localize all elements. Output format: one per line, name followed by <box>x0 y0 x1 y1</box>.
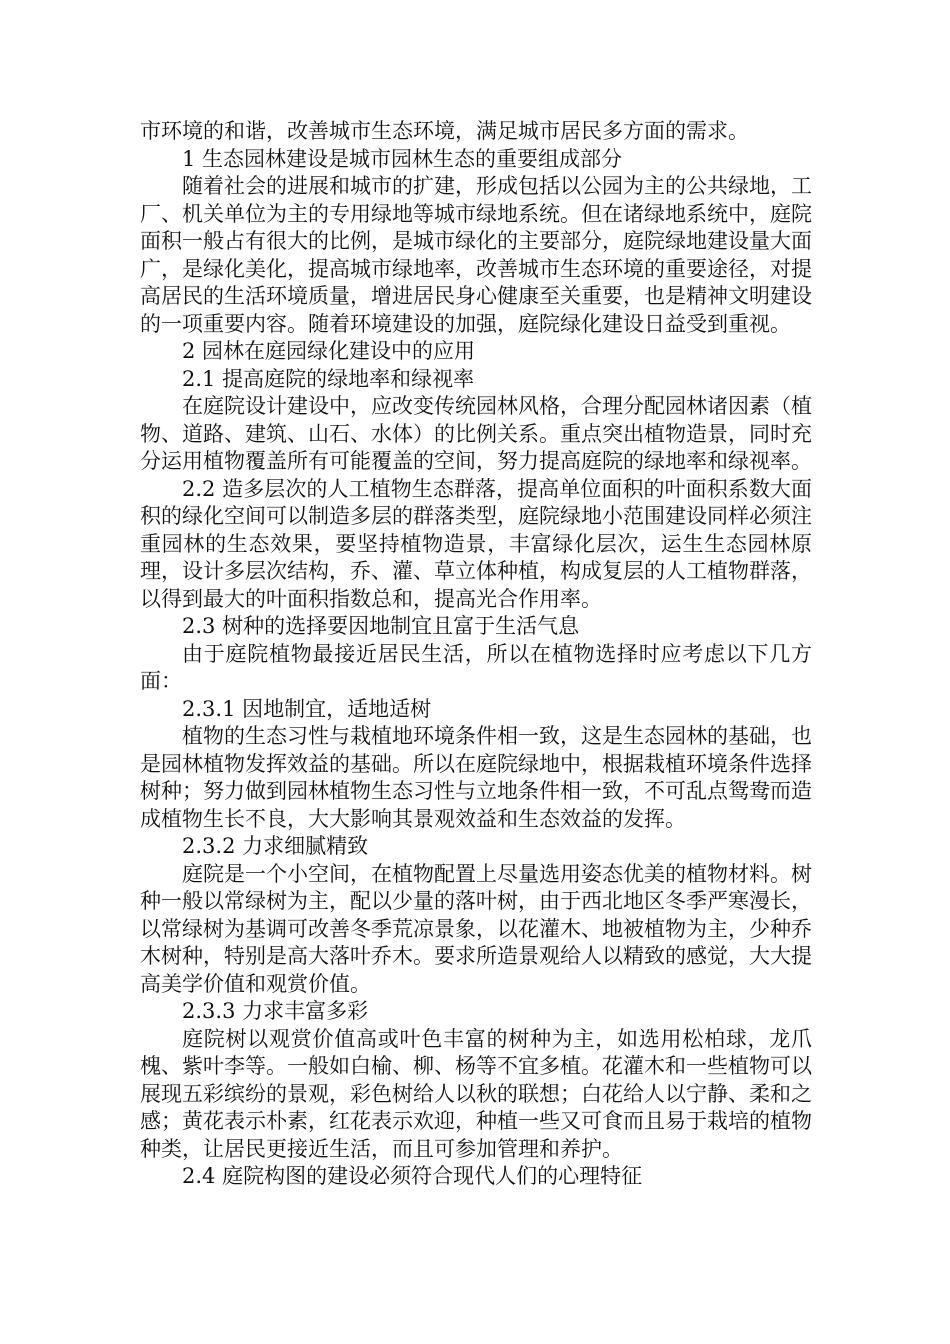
body-paragraph: 庭院是一个小空间，在植物配置上尽量选用姿态优美的植物材料。树种一般以常绿树为主，配以少量的落叶树，由于西北地区冬季严寒漫长，以常绿树为基调可改善冬季荒凉景象，以花灌木、地被植物为主，少种乔木树种，特别是高大落叶乔木。要求所造景观给人以精致的感觉，大大提高美学价值和观赏价值。 <box>140 861 812 996</box>
body-paragraph: 庭院树以观赏价值高或叶色丰富的树种为主，如选用松柏球，龙爪槐、紫叶李等。一般如白榆、柳、杨等不宜多植。花灌木和一些植物可以展现五彩缤纷的景观，彩色树给人以秋的联想；白花给人以宁静、柔和之感；黄花表示朴素，红花表示欢迎，种植一些又可食而且易于栽培的植物种类，让居民更接近生活，而且可参加管理和养护。 <box>140 1026 812 1161</box>
document-page <box>140 118 812 1191</box>
body-paragraph-2-2: 2.2 造多层次的人工植物生态群落，提高单位面积的叶面积系数大面积的绿化空间可以制造多层的群落类型，庭院绿地小范围建设同样必须注重园林的生态效果，要坚持植物造景，丰富绿化层次，运生生态园林原理，设计多层次结构，乔、灌、草立体种植，构成复层的人工植物群落，以得到最大的叶面积指数总和，提高光合作用率。 <box>140 476 812 611</box>
section-heading-2-3: 2.3 树种的选择要因地制宜且富于生活气息 <box>182 614 580 638</box>
body-paragraph: 在庭院设计建设中，应改变传统园林风格，合理分配园林诸因素（植物、道路、建筑、山石、水体）的比例关系。重点突出植物造景，同时充分运用植物覆盖所有可能覆盖的空间，努力提高庭院的绿地率和绿视率。 <box>140 394 812 473</box>
section-heading-2-3-2: 2.3.2 力求细腻精致 <box>182 834 369 858</box>
body-paragraph: 随着社会的进展和城市的扩建，形成包括以公园为主的公共绿地，工厂、机关单位为主的专用绿地等城市绿地系统。但在诸绿地系统中，庭院面积一般占有很大的比例，是城市绿化的主要部分，庭院绿地建设量大面广，是绿化美化，提高城市绿地率，改善城市生态环境的重要途径，对提高居民的生活环境质量，增进居民身心健康至关重要，也是精神文明建设的一项重要内容。随着环境建设的加强，庭院绿化建设日益受到重视。 <box>140 174 812 336</box>
body-paragraph: 植物的生态习性与栽植地环境条件相一致，这是生态园林的基础，也是园林植物发挥效益的基础。所以在庭院绿地中，根据栽植环境条件选择树种；努力做到园林植物生态习性与立地条件相一致，不可乱点鸳鸯而造成植物生长不良，大大影响其景观效益和生态效益的发挥。 <box>140 724 812 831</box>
section-heading-1: 1 生态园林建设是城市园林生态的重要组成部分 <box>182 146 623 171</box>
section-heading-2-4: 2.4 庭院构图的建设必须符合现代人们的心理特征 <box>182 1164 643 1188</box>
section-heading-2-1: 2.1 提高庭院的绿地率和绿视率 <box>182 366 475 391</box>
section-heading-2: 2 园林在庭园绿化建设中的应用 <box>182 339 476 363</box>
section-heading-2-3-1: 2.3.1 因地制宜，适地适树 <box>182 696 432 721</box>
paragraph-continuation: 市环境的和谐，改善城市生态环境，满足城市居民多方面的需求。 <box>140 119 749 143</box>
body-paragraph: 由于庭院植物最接近居民生活，所以在植物选择时应考虑以下几方面： <box>140 641 812 693</box>
section-heading-2-3-3: 2.3.3 力求丰富多彩 <box>182 999 369 1023</box>
